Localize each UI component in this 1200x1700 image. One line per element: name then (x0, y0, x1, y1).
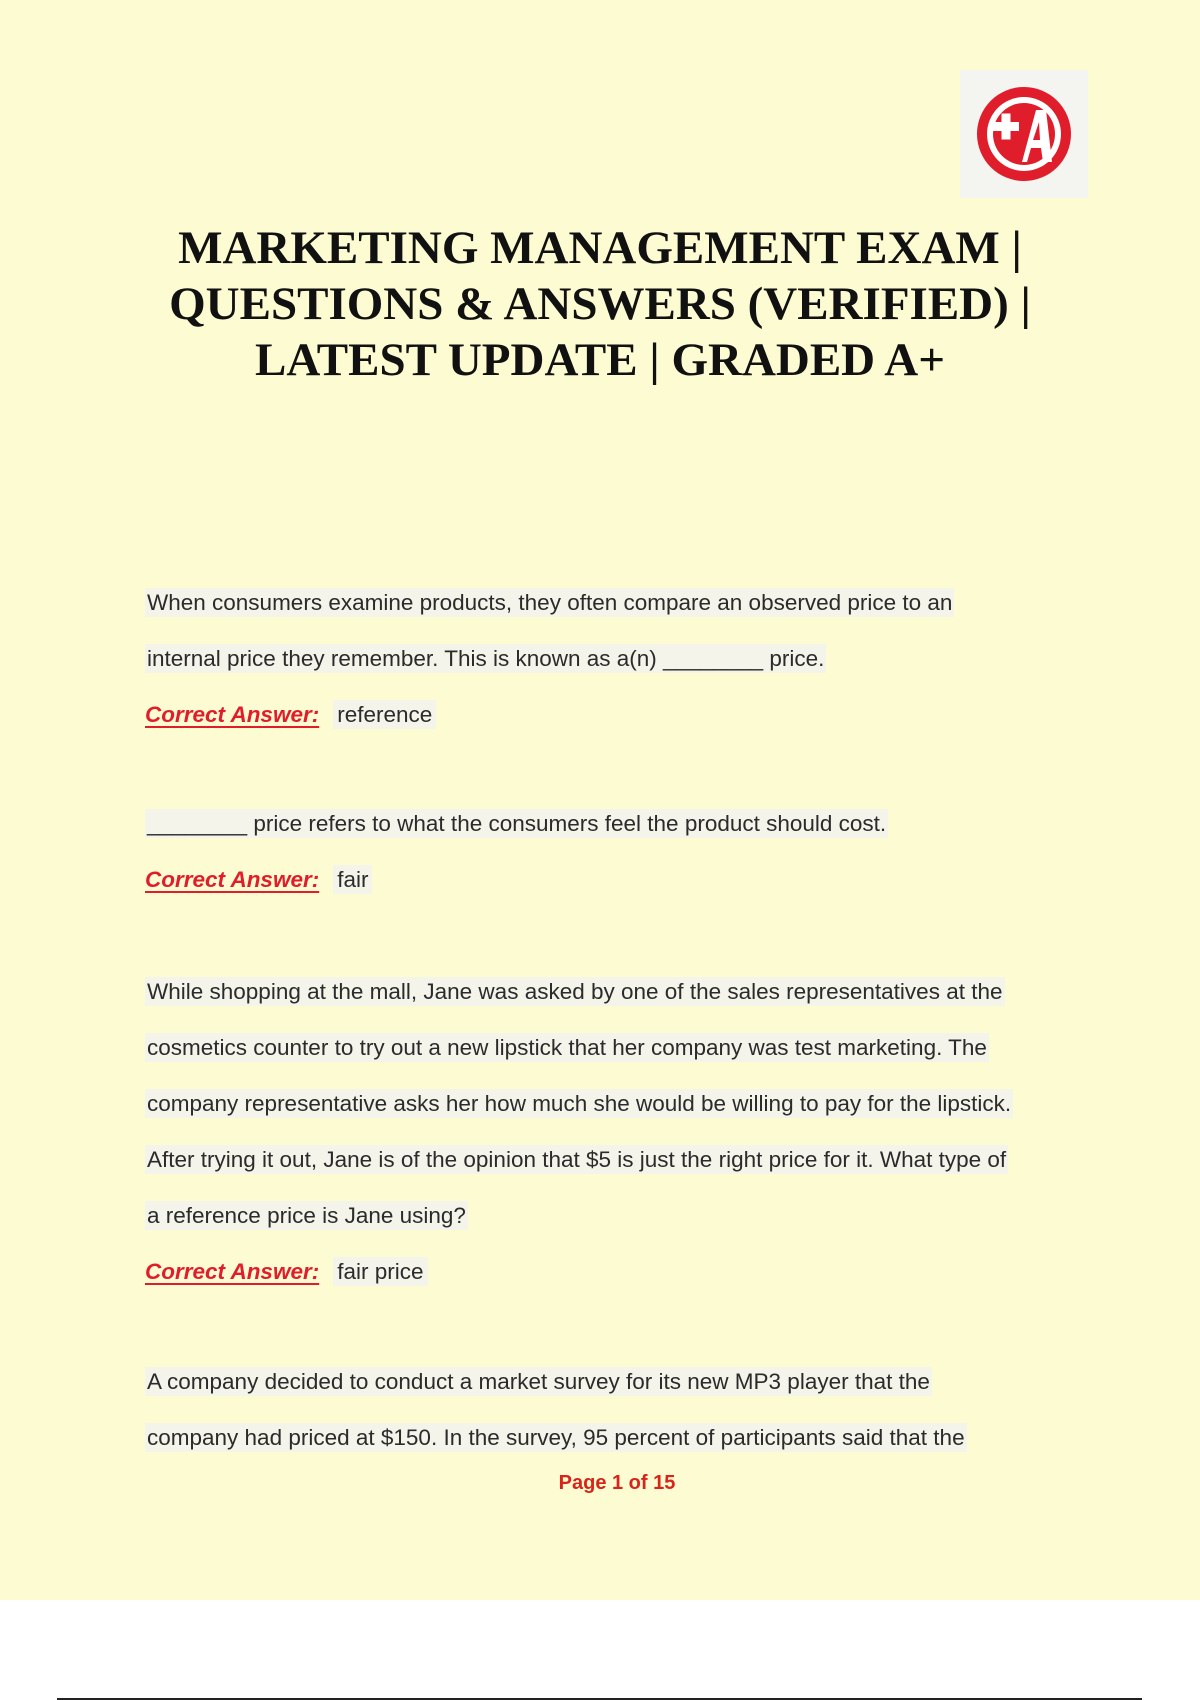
question-block (145, 796, 1095, 908)
title-line: LATEST UPDATE | GRADED A+ (254, 334, 946, 386)
question-block (145, 575, 1095, 743)
question-line: internal price they remember. This is known as a(n) ________ price. (147, 646, 825, 671)
question-line: After trying it out, Jane is of the opinion that $5 is just the right price for it. What type of (147, 1147, 1007, 1172)
question-line: A company decided to conduct a market survey for its new MP3 player that the (147, 1369, 930, 1394)
question-line: When consumers examine products, they often compare an observed price to an (147, 590, 953, 615)
question-block (145, 1354, 1095, 1466)
answer-row (145, 687, 1095, 743)
question-line: ________ price refers to what the consumers feel the product should cost. (147, 811, 887, 836)
title-line: QUESTIONS & ANSWERS (VERIFIED) | (169, 278, 1031, 330)
question-line: company representative asks her how much she would be willing to pay for the lipstick. (147, 1091, 1012, 1116)
page-number: Page 1 of 15 (558, 1472, 676, 1494)
plus-a-logo-icon (960, 70, 1088, 198)
answer-row (145, 852, 1095, 908)
correct-answer-label: Correct Answer: (145, 702, 320, 727)
answer-value: reference (333, 700, 436, 729)
question-line: company had priced at $150. In the survey, 95 percent of participants said that the (147, 1425, 965, 1450)
question-line: cosmetics counter to try out a new lipstick that her company was test marketing. The (147, 1035, 987, 1060)
title-line: MARKETING MANAGEMENT EXAM | (178, 222, 1022, 274)
question-line: a reference price is Jane using? (147, 1203, 466, 1228)
question-line: While shopping at the mall, Jane was asked by one of the sales representatives at the (147, 979, 1003, 1004)
answer-row (145, 1244, 1095, 1300)
answer-value: fair price (333, 1257, 427, 1286)
correct-answer-label: Correct Answer: (145, 1259, 320, 1284)
question-block (145, 964, 1095, 1300)
answer-value: fair (333, 865, 372, 894)
document-title (100, 220, 1100, 388)
correct-answer-label: Correct Answer: (145, 867, 320, 892)
logo (960, 70, 1088, 198)
